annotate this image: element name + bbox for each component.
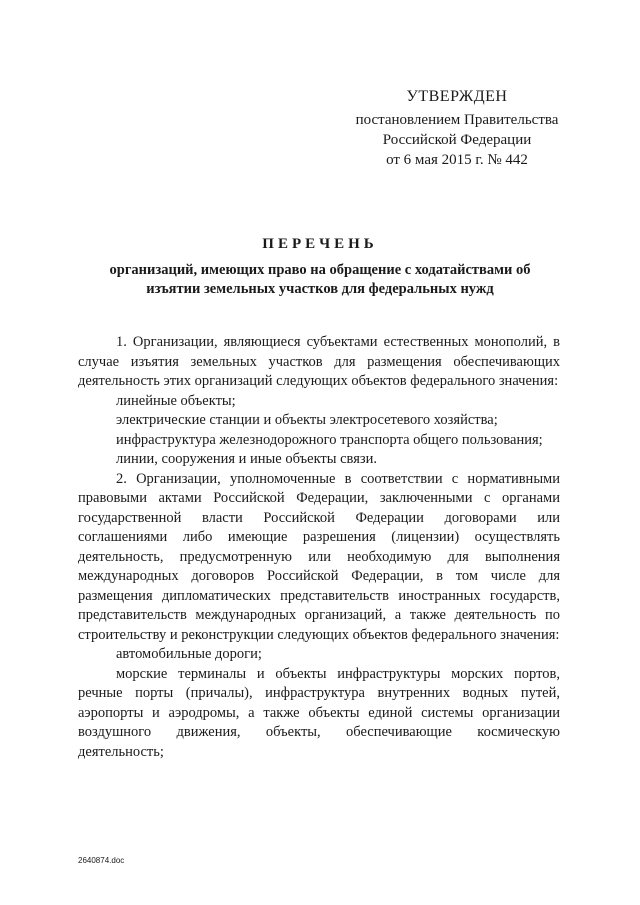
approval-line-3: от 6 мая 2015 г. № 442 [386, 152, 528, 168]
paragraph-item-long: морские терминалы и объекты инфраструктуры морских портов, речные порты (причалы), инфраструктура внутренних водных путей, аэропорты и аэродромы, а также объекты единой системы организации воздушного движения, объекты, обеспечивающие космическую деятельность; [78, 665, 560, 760]
paragraph-2: 2. Организации, уполномоченные в соответствии с нормативными правовыми актами Российской Федерации, заключенными с органами государственной власти Российской Федерации договорами или соглашениями либо имеющие разрешения (лицензии) осуществлять деятельность, предусмотренную или необходимую для выполнения международных договоров Российской Федерации, в том числе для размещения дипломатических представительств иностранных государств, представительств международных организаций, а также деятельность по строительству и реконструкции следующих объектов федерального значения: [78, 470, 560, 643]
approval-heading: УТВЕРЖДЕН [406, 88, 508, 105]
paragraph-item: автомобильные дороги; [116, 646, 262, 662]
approval-block [352, 87, 562, 170]
document-body [78, 333, 560, 762]
approval-line-1: постановлением Правительства [355, 112, 559, 128]
approval-line-2: Российской Федерации [382, 132, 532, 148]
paragraph-item: линейные объекты; [116, 392, 236, 409]
paragraph-item: инфраструктура железнодорожного транспорта общего пользования; [116, 431, 543, 448]
file-reference: 2640874.doc [78, 856, 125, 865]
paragraph-item: линии, сооружения и иные объекты связи. [116, 451, 377, 467]
document-title: ПЕРЕЧЕНЬ [262, 236, 378, 252]
paragraph-item: электрические станции и объекты электросетевого хозяйства; [116, 412, 498, 428]
paragraph-1: 1. Организации, являющиеся субъектами естественных монополий, в случае изъятия земельных участков для размещения обеспечивающих деятельность этих организаций следующих объектов федерального значения: [78, 334, 560, 389]
document-subtitle: организаций, имеющих право на обращение с ходатайствами об изъятии земельных участков для федеральных нужд [109, 262, 531, 297]
